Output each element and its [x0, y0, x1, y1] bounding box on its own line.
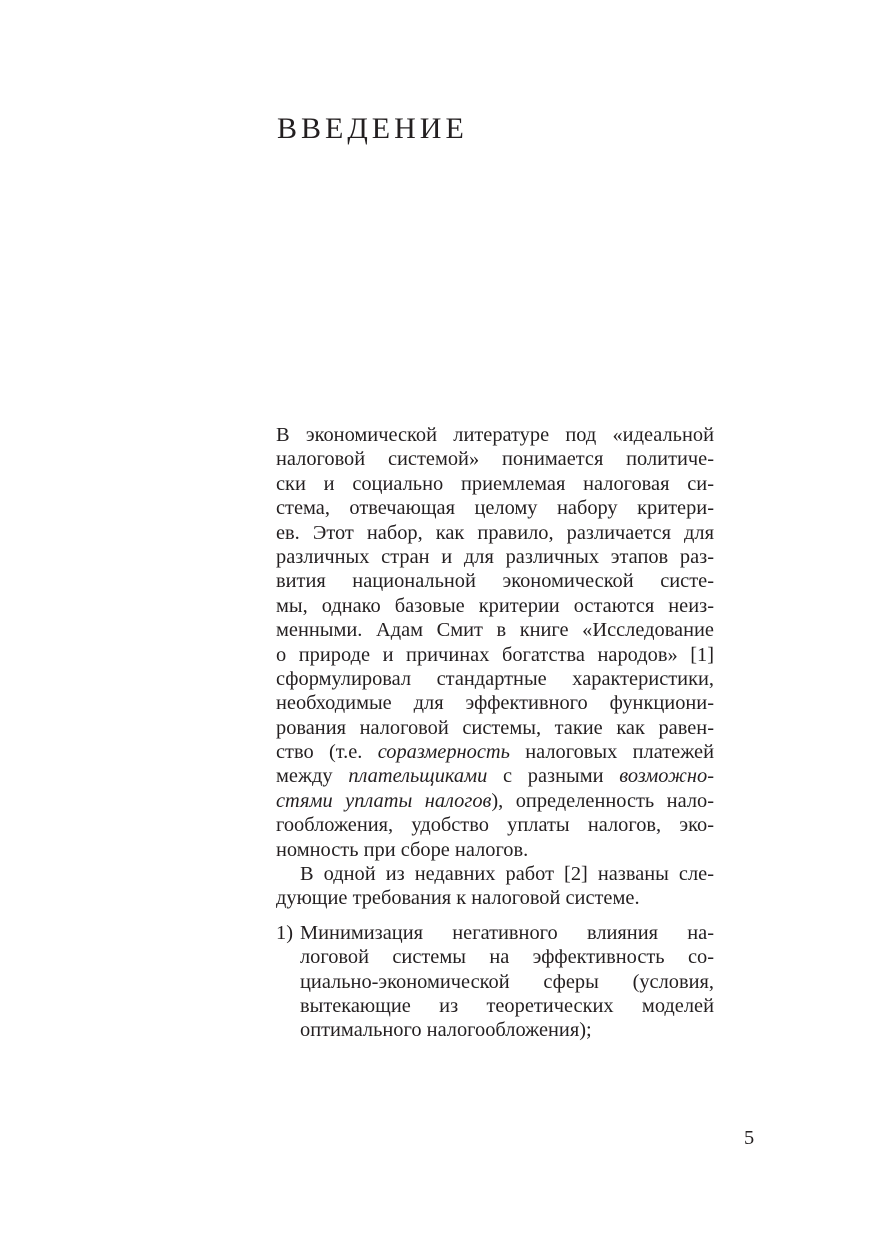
list-marker: 1)	[276, 921, 293, 944]
text-run: с разными	[487, 765, 620, 788]
italic-term: возможно-	[619, 765, 714, 788]
text-line: менными. Адам Смит в книге «Исследование	[276, 619, 714, 642]
text-line: стема, отвечающая целому набору критери-	[276, 497, 714, 520]
text-line: циально-экономической сферы (условия,	[300, 970, 714, 993]
list-item-text	[300, 921, 714, 1043]
paragraph-1	[276, 423, 714, 862]
text-line: гообложения, удобство уплаты налогов, эко-	[276, 814, 714, 837]
text-line: ски и социально приемлемая налоговая си-	[276, 472, 714, 495]
text-line: вития национальной экономической систе-	[276, 570, 714, 593]
italic-term: стями уплаты налогов	[276, 789, 492, 812]
text-line: Минимизация негативного влияния на-	[300, 921, 714, 944]
text-line: сформулировал стандартные характеристики,	[276, 667, 714, 690]
paragraph-2	[276, 862, 714, 911]
text-line: В одной из недавних работ [2] названы сле-	[300, 863, 714, 886]
text-line: В экономической литературе под «идеальной	[276, 424, 714, 446]
requirements-list	[276, 921, 714, 1043]
text-run: ство (т.е.	[276, 741, 378, 764]
italic-term: соразмерность	[377, 741, 510, 764]
text-line: номность при сборе налогов.	[276, 838, 529, 861]
text-line: вытекающие из теоретических моделей	[300, 994, 714, 1017]
text-run: ), определенность нало-	[491, 789, 714, 812]
text-line	[276, 789, 714, 813]
text-line: различных стран и для различных этапов раз-	[276, 545, 714, 568]
text-line: о природе и причинах богатства народов» [1]	[276, 643, 714, 666]
chapter-heading: ВВЕДЕНИЕ	[277, 112, 468, 145]
text-line: оптимального налогообложения);	[300, 1019, 592, 1042]
body-text	[276, 423, 714, 1043]
text-line: дующие требования к налоговой системе.	[276, 887, 640, 910]
text-line	[276, 740, 714, 764]
text-line: ев. Этот набор, как правило, различается для	[276, 521, 714, 544]
text-line: логовой системы на эффективность со-	[300, 946, 714, 969]
text-line: налоговой системой» понимается политиче-	[276, 448, 714, 471]
text-run: между	[276, 765, 349, 788]
text-line: мы, однако базовые критерии остаются неиз-	[276, 594, 714, 617]
italic-term: плательщиками	[348, 765, 488, 788]
page-number: 5	[744, 1127, 755, 1149]
list-item	[276, 921, 714, 1043]
text-line: рования налоговой системы, такие как равен-	[276, 716, 714, 739]
text-run: налоговых платежей	[509, 741, 714, 764]
text-line	[276, 764, 714, 788]
text-line: необходимые для эффективного функциони-	[276, 692, 714, 715]
